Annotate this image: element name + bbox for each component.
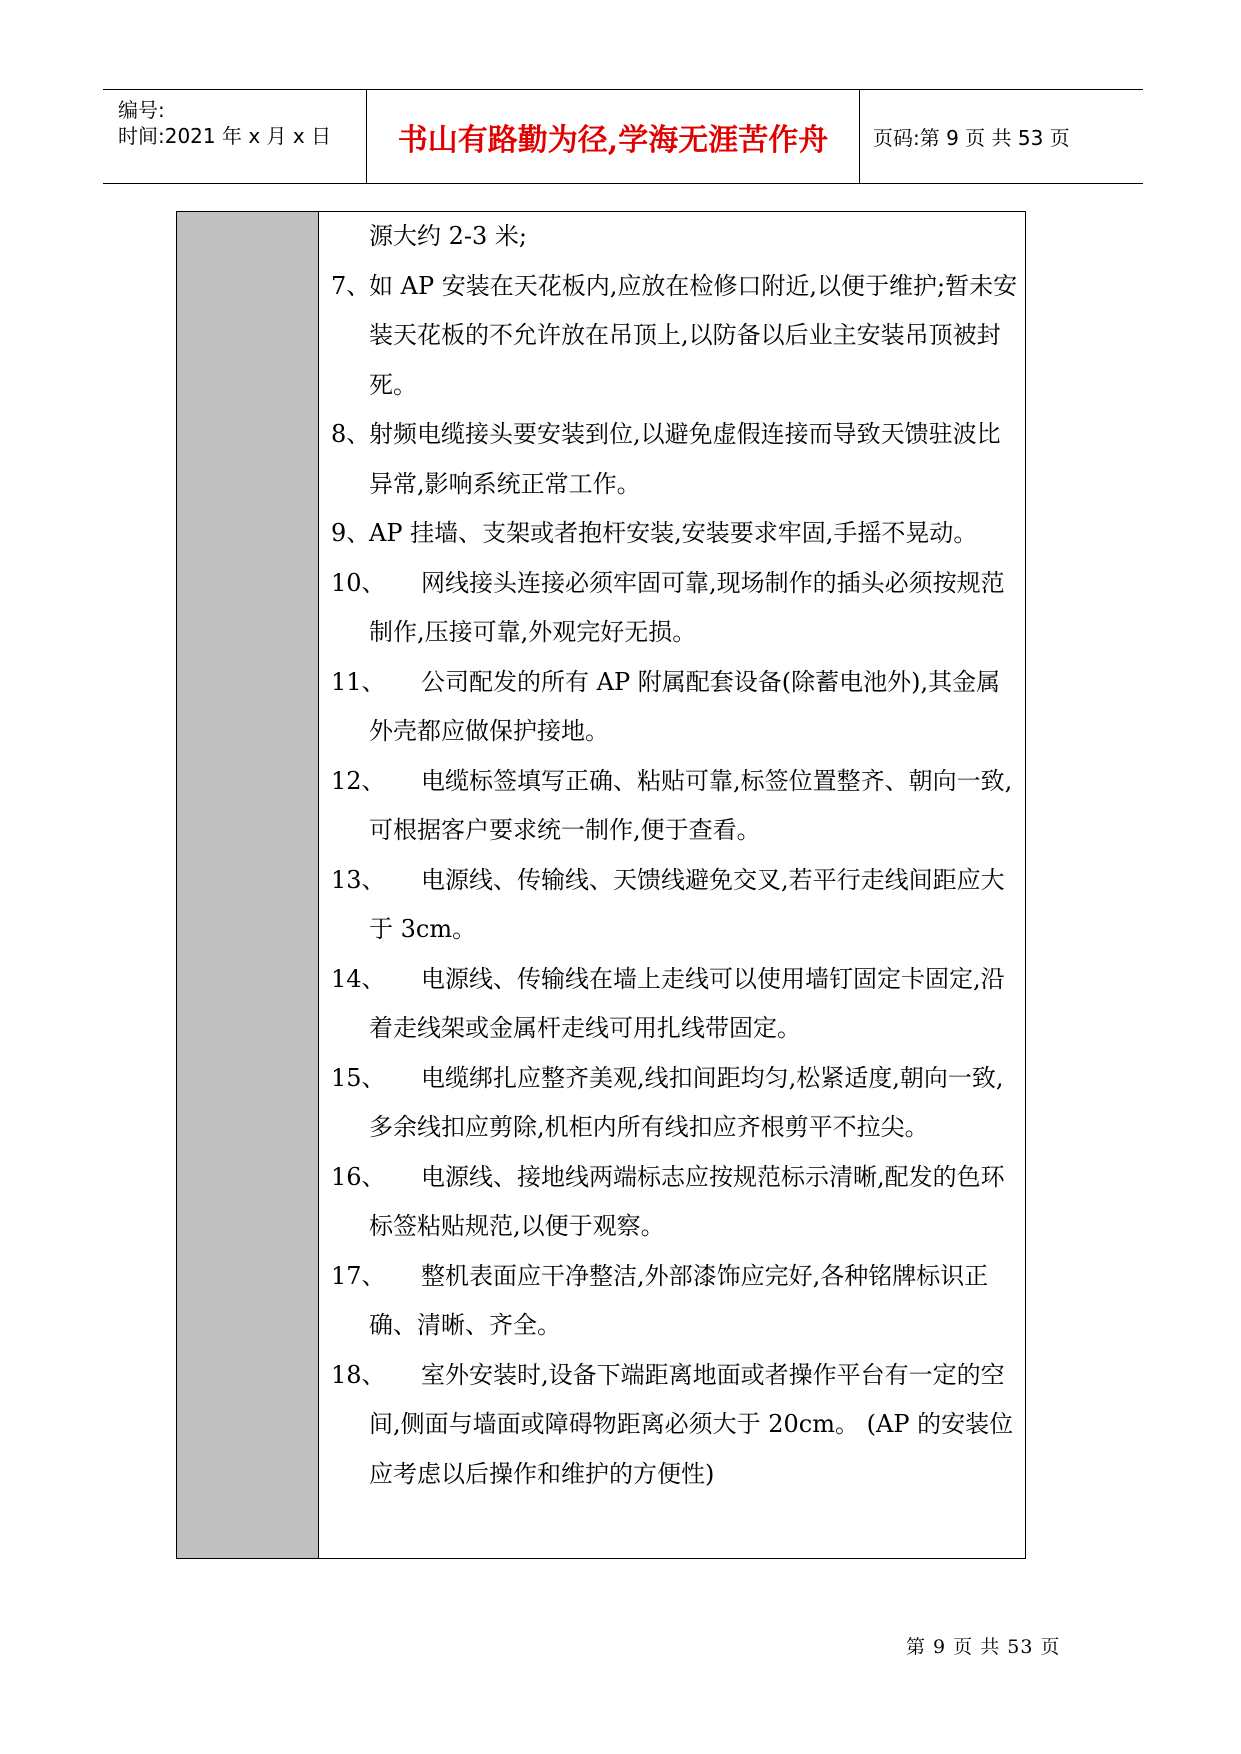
list-item bbox=[331, 509, 1021, 559]
header-page-info: 页码:第 9 页 共 53 页 bbox=[873, 126, 1070, 150]
header-divider bbox=[859, 90, 860, 183]
list-item bbox=[331, 1351, 1021, 1500]
item-number: 10、 bbox=[331, 568, 386, 597]
header-divider bbox=[366, 90, 367, 183]
list-item bbox=[331, 410, 1021, 509]
item-number: 13、 bbox=[331, 865, 386, 894]
item-text: 电缆标签填写正确、粘贴可靠,标签位置整齐、朝向一致,可根据客户要求统一制作,便于查看。 bbox=[369, 766, 1013, 844]
item-text: 电源线、传输线在墙上走线可以使用墙钉固定卡固定,沿着走线架或金属杆走线可用扎线带固定。 bbox=[369, 964, 1005, 1042]
page-footer: 第 9 页 共 53 页 bbox=[906, 1636, 1061, 1658]
item-number: 17、 bbox=[331, 1261, 386, 1290]
list-item bbox=[331, 757, 1021, 856]
list-item bbox=[331, 658, 1021, 757]
item-text: 整机表面应干净整洁,外部漆饰应完好,各种铭牌标识正确、清晰、齐全。 bbox=[369, 1261, 989, 1339]
list-item bbox=[331, 212, 1021, 262]
content-table bbox=[176, 211, 1026, 1559]
item-text: 公司配发的所有 AP 附属配套设备(除蓄电池外),其金属外壳都应做保护接地。 bbox=[369, 667, 1001, 745]
list-item bbox=[331, 1252, 1021, 1351]
item-number: 11、 bbox=[331, 667, 386, 696]
content-cell bbox=[331, 212, 1021, 1499]
list-item bbox=[331, 1153, 1021, 1252]
continuation-text: 源大约 2-3 米; bbox=[369, 222, 527, 250]
item-text: 网线接头连接必须牢固可靠,现场制作的插头必须按规范制作,压接可靠,外观完好无损。 bbox=[369, 568, 1005, 646]
item-number: 14、 bbox=[331, 964, 386, 993]
list-item bbox=[331, 262, 1021, 411]
document-number-label: 编号: bbox=[118, 98, 165, 122]
item-text: 电源线、传输线、天馈线避免交叉,若平行走线间距应大于 3cm。 bbox=[369, 865, 1005, 943]
item-number: 15、 bbox=[331, 1063, 386, 1092]
item-number: 16、 bbox=[331, 1162, 386, 1191]
item-text: 射频电缆接头要安装到位,以避免虚假连接而导致天馈驻波比异常,影响系统正常工作。 bbox=[369, 420, 1001, 498]
header-meta bbox=[118, 90, 368, 183]
item-text: 如 AP 安装在天花板内,应放在检修口附近,以便于维护;暂未安装天花板的不允许放在吊顶上,以防备以后业主安装吊顶被封死。 bbox=[369, 271, 1018, 399]
item-number: 8、 bbox=[331, 420, 371, 448]
item-number: 7、 bbox=[331, 271, 371, 300]
list-item bbox=[331, 955, 1021, 1054]
item-number: 18、 bbox=[331, 1360, 386, 1389]
header-motto: 书山有路勤为径,学海无涯苦作舟 bbox=[397, 122, 829, 158]
item-text: 电源线、接地线两端标志应按规范标示清晰,配发的色环标签粘贴规范,以便于观察。 bbox=[369, 1162, 1005, 1240]
list-item bbox=[331, 856, 1021, 955]
item-text: 室外安装时,设备下端距离地面或者操作平台有一定的空间,侧面与墙面或障碍物距离必须大于 20cm。 (AP 的安装位应考虑以后操作和维护的方便性) bbox=[369, 1360, 1014, 1488]
document-time-label: 时间:2021 年 x 月 x 日 bbox=[118, 124, 332, 148]
list-item bbox=[331, 559, 1021, 658]
item-number: 12、 bbox=[331, 766, 386, 795]
list-item bbox=[331, 1054, 1021, 1153]
page-header bbox=[103, 89, 1143, 184]
item-text: 电缆绑扎应整齐美观,线扣间距均匀,松紧适度,朝向一致,多余线扣应剪除,机柜内所有线扣应齐根剪平不拉尖。 bbox=[369, 1063, 1004, 1141]
item-number: 9、 bbox=[331, 519, 371, 547]
shaded-label-column bbox=[177, 212, 319, 1558]
item-text: AP 挂墙、支架或者抱杆安装,安装要求牢固,手摇不晃动。 bbox=[369, 519, 978, 547]
